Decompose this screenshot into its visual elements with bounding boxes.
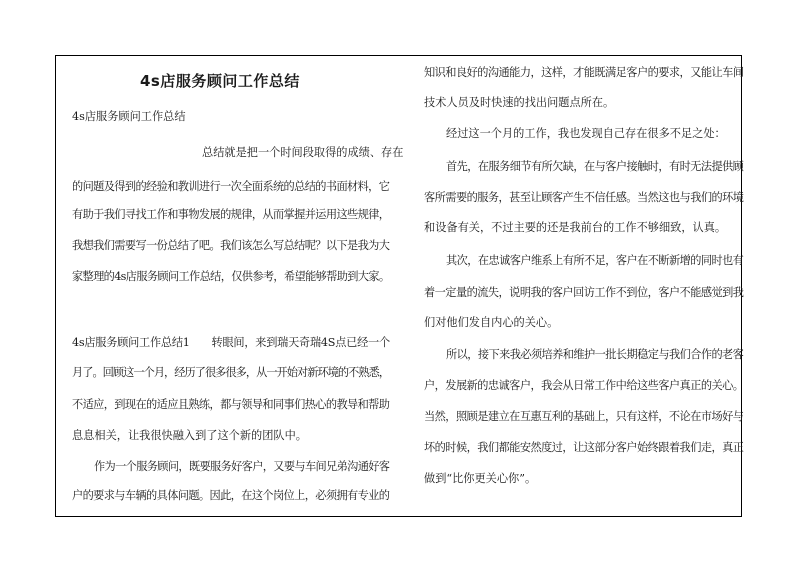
text-line: 息息相关，让我很快融入到了这个新的团队中。 — [72, 429, 307, 442]
text-line: 客所需要的服务，甚至让顾客产生不信任感。当然这也与我们的环境 — [424, 191, 744, 204]
text-line: 户的要求与车辆的具体问题。因此，在这个岗位上，必须拥有专业的 — [72, 489, 390, 502]
text-line: 家整理的4s店服务顾问工作总结，仅供参考，希望能够帮助到大家。 — [72, 270, 390, 283]
text-line: 的问题及得到的经验和教训进行一次全面系统的总结的书面材料，它 — [72, 180, 390, 193]
text-line: 总结就是把一个时间段取得的成绩、存在 — [202, 146, 404, 159]
text-line: 做到“比你更关心你”。 — [424, 472, 537, 485]
text-line: 首先，在服务细节有所欠缺，在与客户接触时，有时无法提供顾 — [446, 160, 744, 173]
text-line: 着一定量的流失，说明我的客户回访工作不到位，客户不能感觉到我 — [424, 286, 744, 299]
text-line: 4s店服务顾问工作总结1 转眼间，来到瑞天奇瑞4S点已经一个 — [72, 336, 390, 349]
text-line: 月了。回顾这一个月，经历了很多很多，从一开始对新环境的不熟悉， — [72, 366, 390, 379]
text-line: 们对他们发自内心的关心。 — [424, 316, 559, 329]
text-line: 当然，照顾是建立在互惠互利的基础上，只有这样，不论在市场好与 — [424, 410, 744, 423]
text-line: 其次，在忠诚客户维系上有所不足，客户在不断新增的同时也有 — [446, 254, 744, 267]
text-line: 4s店服务顾问工作总结 — [72, 110, 186, 123]
text-line: 知识和良好的沟通能力，这样，才能既满足客户的要求，又能让车间 — [424, 66, 744, 79]
text-line: 户，发展新的忠诚客户，我会从日常工作中给这些客户真正的关心。 — [424, 379, 744, 392]
document-title: 4s店服务顾问工作总结 — [140, 72, 300, 90]
text-line: 技术人员及时快速的找出问题点所在。 — [424, 96, 615, 109]
text-line: 所以，接下来我必须培养和维护一批长期稳定与我们合作的老客 — [446, 348, 744, 361]
text-line: 有助于我们寻找工作和事物发展的规律，从而掌握并运用这些规律， — [72, 208, 390, 221]
text-line: 不适应，到现在的适应且熟练，都与领导和同事们热心的教导和帮助 — [72, 398, 390, 411]
text-line: 和设备有关，不过主要的还是我前台的工作不够细致，认真。 — [424, 221, 727, 234]
text-line: 经过这一个月的工作，我也发现自己存在很多不足之处： — [446, 127, 726, 140]
text-line: 坏的时候，我们都能安然度过，让这部分客户始终跟着我们走，真正 — [424, 441, 744, 454]
text-line: 我想我们需要写一份总结了吧。我们该怎么写总结呢？以下是我为大 — [72, 239, 390, 252]
text-line: 作为一个服务顾问，既要服务好客户，又要与车间兄弟沟通好客 — [94, 460, 390, 473]
